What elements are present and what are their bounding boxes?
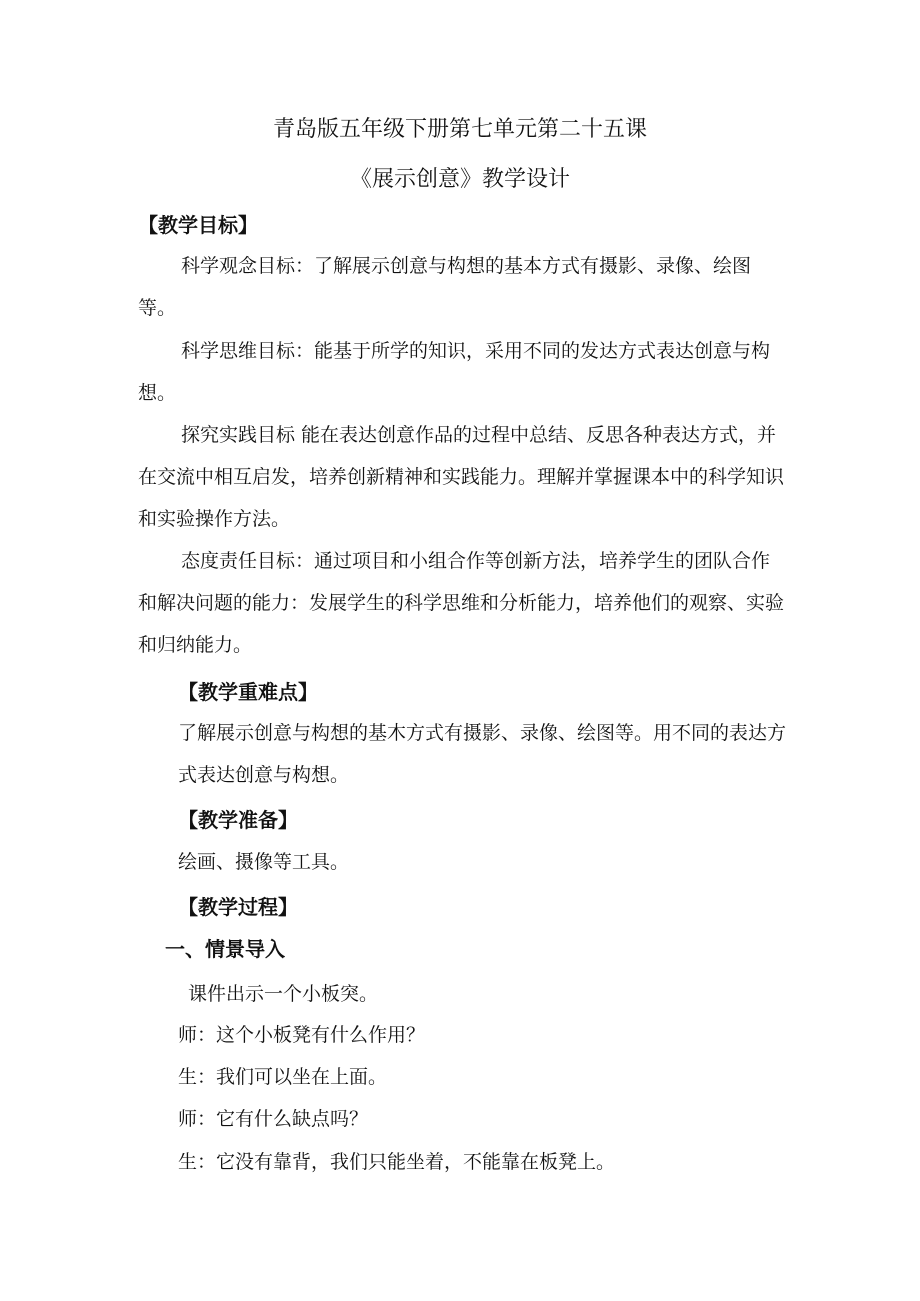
document-subtitle: 《展示创意》教学设计 — [349, 167, 570, 192]
goal-paragraph-practice: 探究实践目标 能在表达创意作品的过程中总结、反思各种表达方式，并在交流中相互启发，培养创新精神和实践能力。理解并掌握课本中的科学知识和实验操作方法。 — [138, 424, 785, 530]
section-heading-preparation: 【教学准备】 — [178, 808, 298, 832]
preparation-text: 绘画、摄像等工具。 — [178, 851, 350, 873]
process-sub-heading: 一、情景导入 — [165, 937, 285, 961]
section-heading-goals: 【教学目标】 — [138, 213, 258, 237]
process-line: 课件出示一个小板突。 — [188, 983, 379, 1005]
section-heading-process: 【教学过程】 — [178, 895, 298, 919]
goal-paragraph-thinking: 科学思维目标：能基于所学的知识，采用不同的发达方式表达创意与构想。 — [138, 340, 771, 404]
key-points-paragraph: 了解展示创意与构想的基木方式有摄影、录像、绘图等。用不同的表达方式表达创意与构想。 — [178, 722, 787, 786]
section-heading-key-points: 【教学重难点】 — [178, 680, 318, 704]
process-line: 生：它没有靠背，我们只能坐着，不能靠在板凳上。 — [178, 1151, 616, 1173]
goal-paragraph-attitude: 态度责任目标：通过项目和小组合作等创新方法，培养学生的团队合作和解决问题的能力：发展学生的科学思维和分析能力，培养他们的观察、实验和归纳能力。 — [138, 550, 785, 656]
process-line: 师：它有什么缺点吗？ — [178, 1108, 369, 1130]
process-line: 师：这个小板凳有什么作用？ — [178, 1024, 426, 1046]
document-title: 青岛版五年级下册第七单元第二十五课 — [272, 117, 647, 142]
process-line: 生：我们可以坐在上面。 — [178, 1066, 388, 1088]
goal-paragraph-concept: 科学观念目标：了解展示创意与构想的基本方式有摄影、录像、绘图等。 — [138, 255, 752, 319]
